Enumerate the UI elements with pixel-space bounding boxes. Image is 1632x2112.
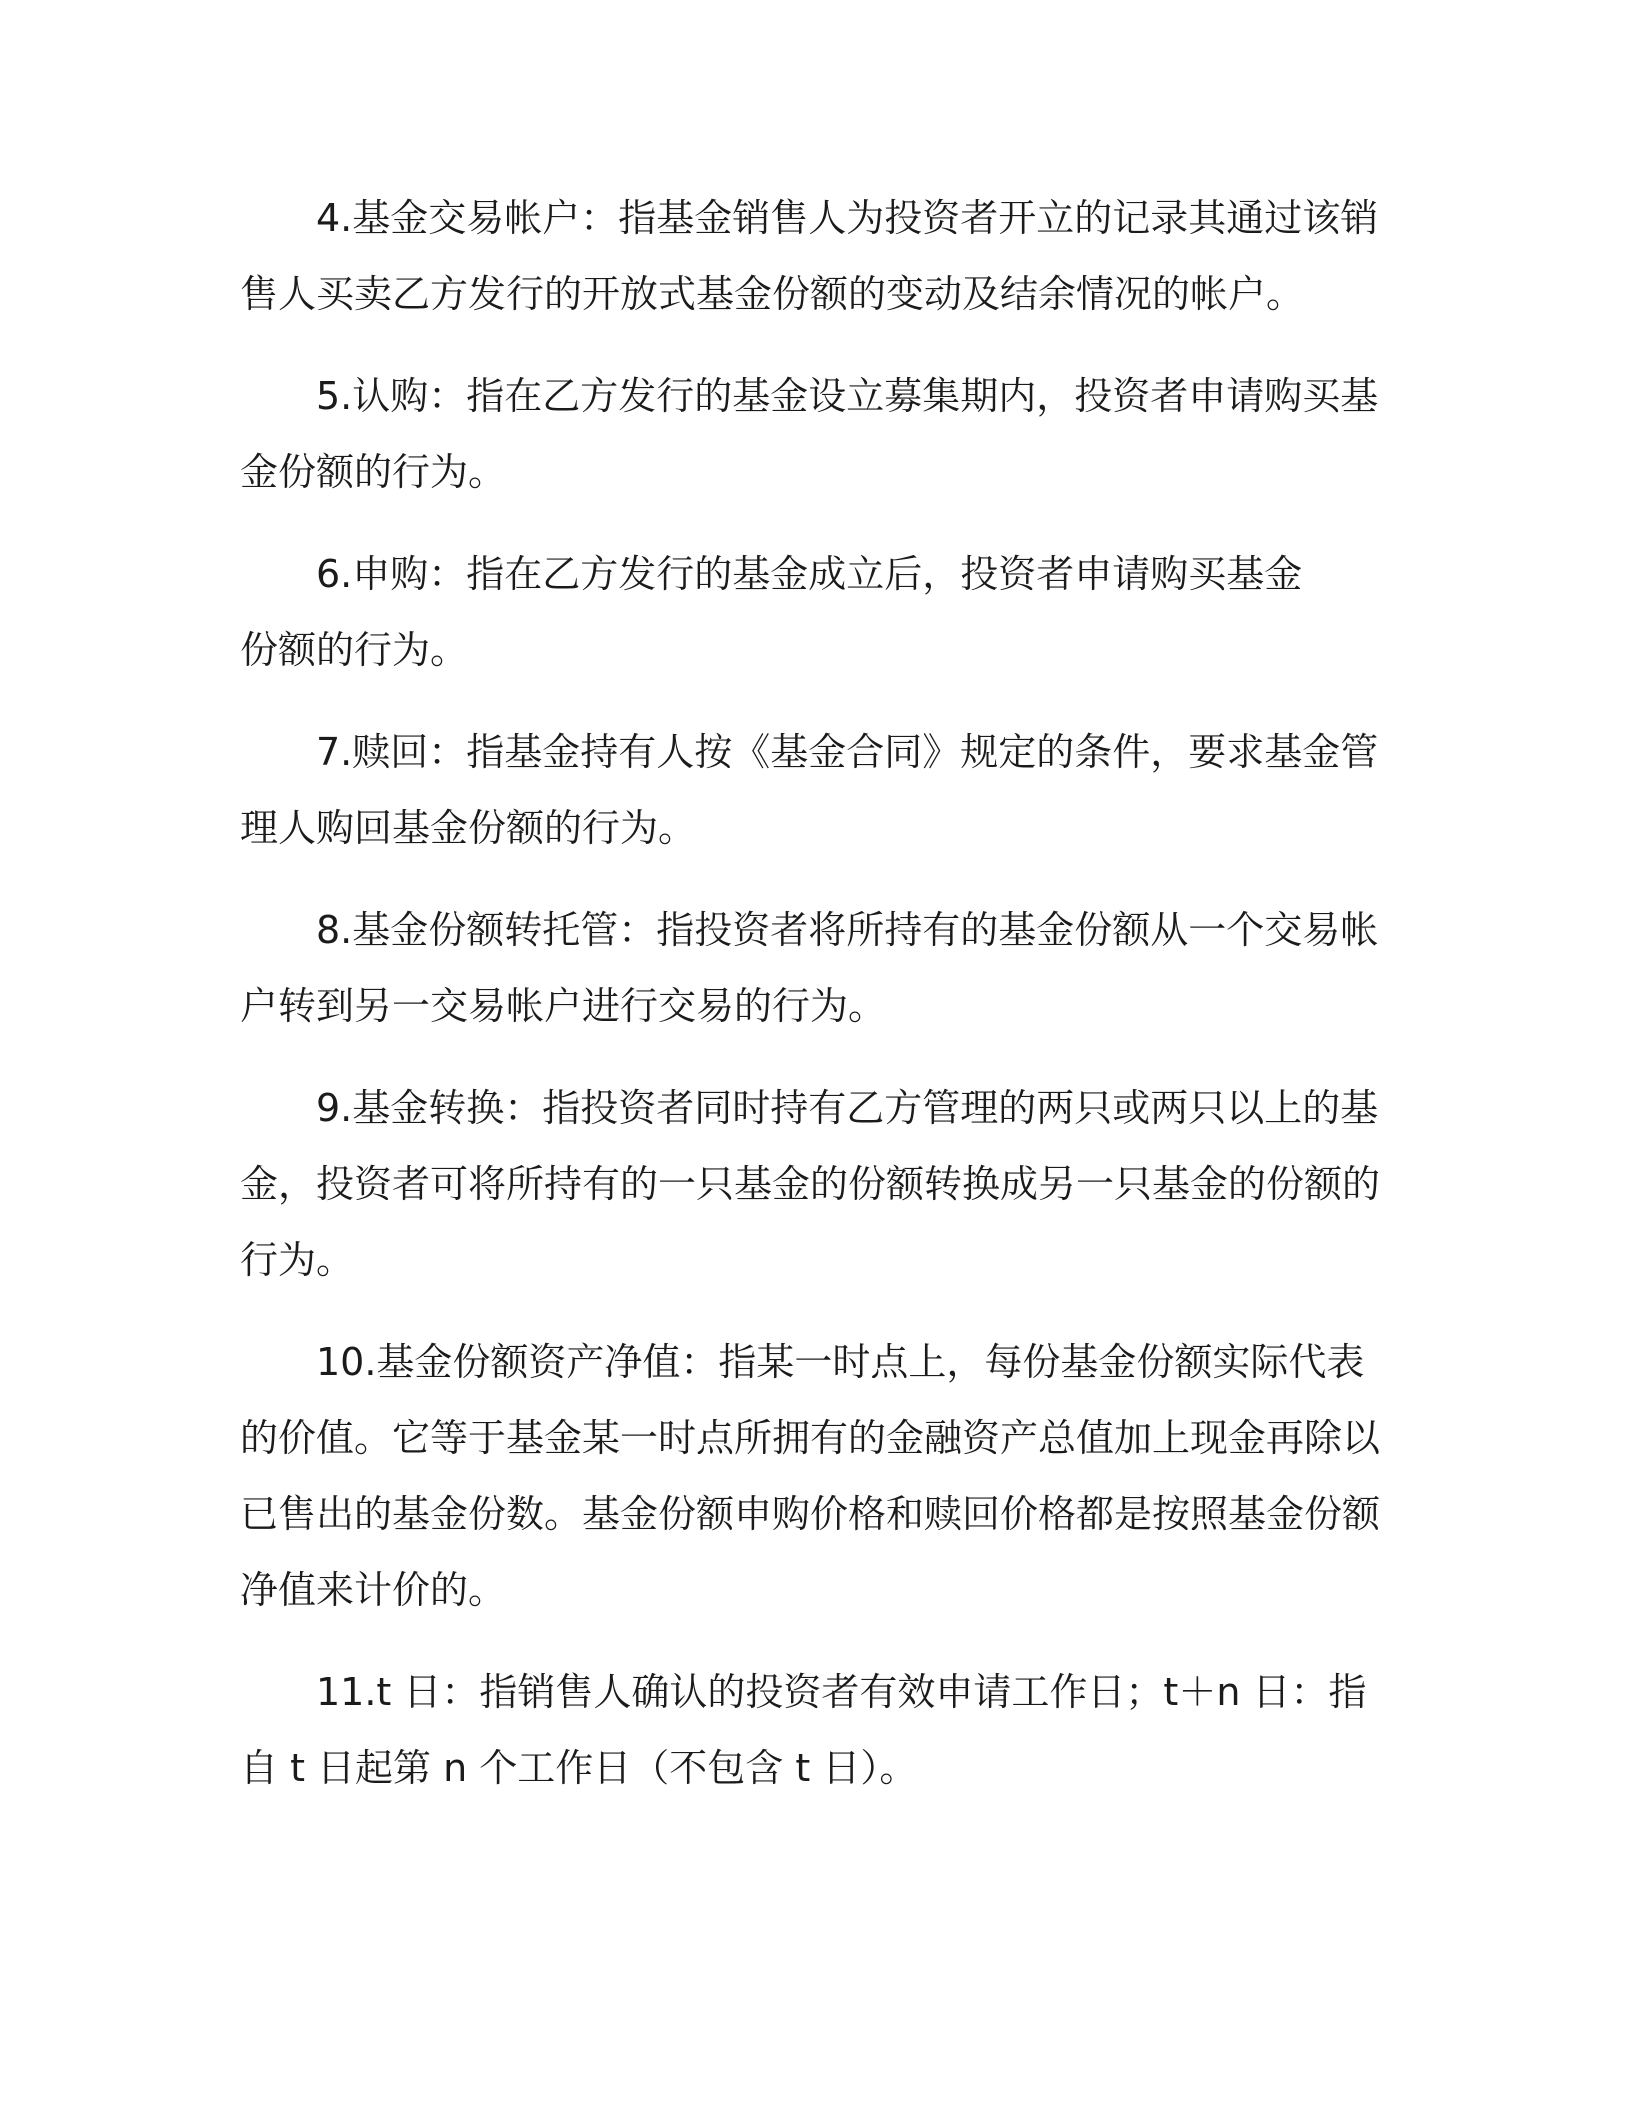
document-body [240, 180, 1380, 1832]
paragraph-subscription [240, 358, 1380, 510]
text-line: 10.基金份额资产净值：指某一时点上，每份基金份额实际代表 [316, 1340, 1365, 1384]
text-line: 自 t 日起第 n 个工作日（不包含 t 日）。 [240, 1746, 918, 1790]
text-line: 金份额的行为。 [240, 450, 507, 494]
text-line: 份额的行为。 [240, 628, 469, 672]
text-line: 5.认购：指在乙方发行的基金设立募集期内，投资者申请购买基 [316, 374, 1379, 418]
text-line: 9.基金转换：指投资者同时持有乙方管理的两只或两只以上的基 [316, 1086, 1379, 1130]
paragraph-fund-trading-account [240, 180, 1380, 332]
text-line: 6.申购：指在乙方发行的基金成立后，投资者申请购买基金 [316, 552, 1303, 596]
paragraph-fund-conversion [240, 1070, 1380, 1298]
text-line: 户转到另一交易帐户进行交易的行为。 [240, 984, 887, 1028]
paragraph-purchase [240, 536, 1380, 688]
text-line: 11.t 日：指销售人确认的投资者有效申请工作日；t＋n 日：指 [316, 1670, 1367, 1714]
paragraph-redemption [240, 714, 1380, 866]
text-line: 售人买卖乙方发行的开放式基金份额的变动及结余情况的帐户。 [240, 272, 1305, 316]
text-line: 8.基金份额转托管：指投资者将所持有的基金份额从一个交易帐 [316, 908, 1379, 952]
text-line: 净值来计价的。 [240, 1568, 507, 1612]
text-line: 的价值。它等于基金某一时点所拥有的金融资产总值加上现金再除以 [240, 1416, 1381, 1460]
text-line: 金，投资者可将所持有的一只基金的份额转换成另一只基金的份额的 [240, 1162, 1381, 1206]
text-line: 已售出的基金份数。基金份额申购价格和赎回价格都是按照基金份额 [240, 1492, 1381, 1536]
text-line: 4.基金交易帐户：指基金销售人为投资者开立的记录其通过该销 [316, 196, 1379, 240]
text-line: 理人购回基金份额的行为。 [240, 806, 697, 850]
paragraph-custody-transfer [240, 892, 1380, 1044]
paragraph-net-asset-value [240, 1324, 1380, 1628]
paragraph-t-day [240, 1654, 1380, 1806]
text-line: 7.赎回：指基金持有人按《基金合同》规定的条件，要求基金管 [316, 730, 1379, 774]
text-line: 行为。 [240, 1238, 355, 1282]
